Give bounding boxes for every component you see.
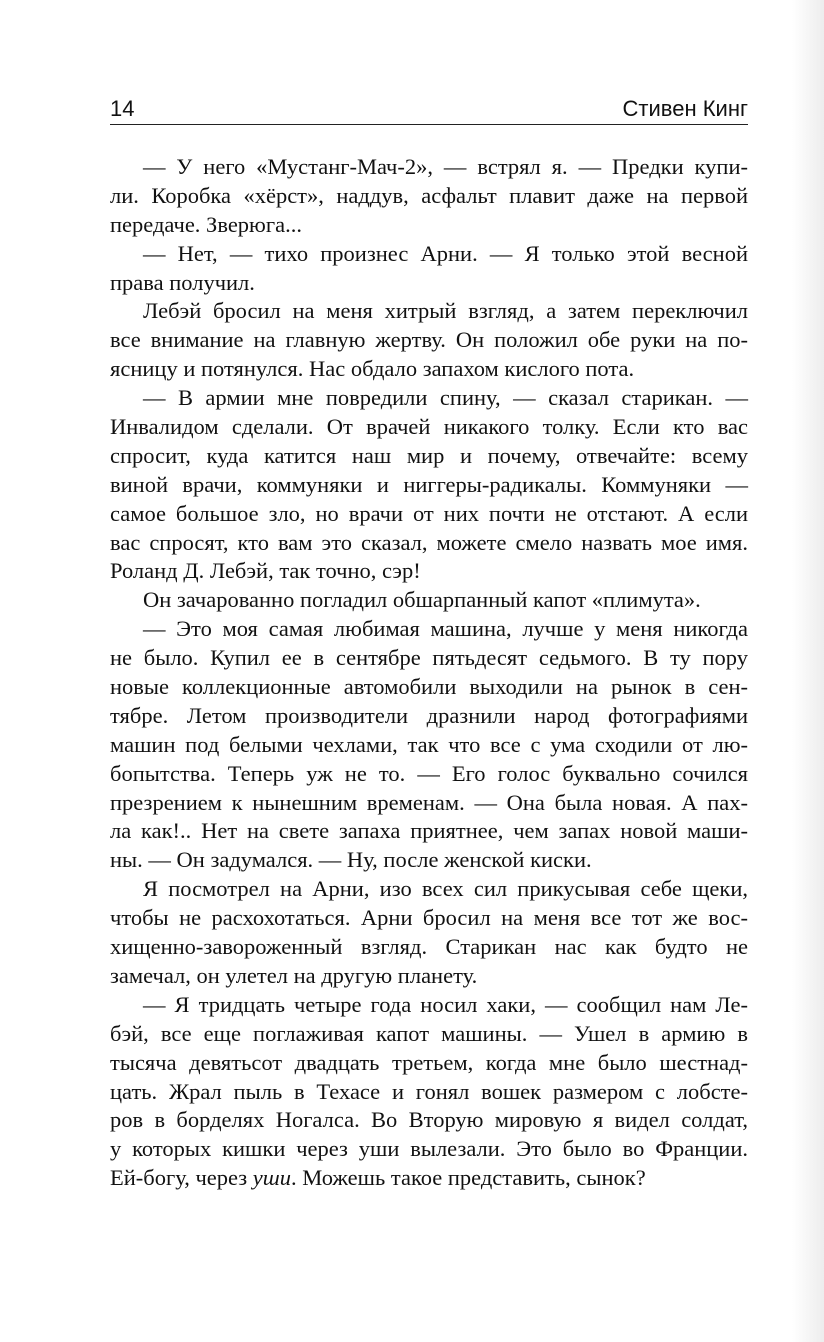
text-line: машин под белыми чехлами, так что все с ума сходили от лю- <box>110 731 748 757</box>
text-line: — У него «Мустанг-Мач-2», — встрял я. — Предки купи- <box>143 154 748 179</box>
text-line: — Нет, — тихо произнес Арни. — Я только этой весной <box>143 240 748 266</box>
text-line: Лебэй бросил на меня хитрый взгляд, а затем переключил <box>143 298 748 324</box>
running-header <box>110 92 748 122</box>
text-line: вас спросят, кто вам это сказал, можете смело назвать мое имя. <box>110 529 748 555</box>
text-line: ла как!.. Нет на свете запаха приятнее, чем запах новой маши- <box>110 818 748 844</box>
text-line: хищенно-завороженный взгляд. Старикан нас как будто не <box>110 934 748 960</box>
emphasis-word: уши <box>252 1165 292 1191</box>
text-line: — Это моя самая любимая машина, лучше у меня никогда <box>143 616 748 642</box>
text-line: ясницу и потянулся. Нас обдало запахом кислого пота. <box>110 356 635 382</box>
page-edge-shade <box>792 0 824 1342</box>
text-line: у которых кишки через уши вылезали. Это было во Франции. <box>110 1136 748 1162</box>
text-line: Я посмотрел на Арни, изо всех сил прикусывая себе щеки, <box>143 876 748 902</box>
header-rule <box>110 124 748 125</box>
text-line: — Я тридцать четыре года носил хаки, — сообщил нам Ле- <box>143 991 748 1017</box>
body-text <box>110 153 748 1193</box>
text-line: передаче. Зверюга... <box>110 211 302 237</box>
text-line: новые коллекционные автомобили выходили на рынок в сен- <box>110 674 748 700</box>
text-line: Инвалидом сделали. От врачей никакого толку. Если кто вас <box>110 414 748 440</box>
text-line: бопытства. Теперь уж не то. — Его голос буквально сочился <box>110 760 748 786</box>
text-line: самое большое зло, но врачи от них почти не отстают. А если <box>110 500 748 526</box>
text-line: ны. — Он задумался. — Ну, после женской киски. <box>110 847 592 873</box>
book-page <box>110 92 748 1193</box>
text-line: — В армии мне повредили спину, — сказал старикан. — <box>143 385 748 411</box>
text-line: все внимание на главную жертву. Он положил обе руки на по- <box>110 327 748 353</box>
text-line: тябре. Летом производители дразнили народ фотографиями <box>110 702 748 728</box>
text-line-final <box>110 1164 748 1193</box>
text-line: Он зачарованно погладил обшарпанный капот «плимута». <box>143 587 701 613</box>
text-line: виной врачи, коммуняки и ниггеры-радикалы. Коммуняки — <box>110 471 748 497</box>
page-number: 14 <box>110 96 135 121</box>
text-line: спросит, куда катится наш мир и почему, отвечайте: всему <box>110 442 748 468</box>
text-line: цать. Жрал пыль в Техасе и гонял вошек размером с лобсте- <box>110 1078 748 1104</box>
text-line: не было. Купил ее в сентябре пятьдесят седьмого. В ту пору <box>110 645 748 671</box>
text-line: ров в борделях Ногалса. Во Вторую мировую я видел солдат, <box>110 1107 748 1133</box>
text-line: тысяча девятьсот двадцать третьем, когда мне было шестнад- <box>110 1049 748 1075</box>
text-line: презрением к нынешним временам. — Она была новая. А пах- <box>110 789 748 815</box>
text-line: чтобы не расхохотаться. Арни бросил на меня все тот же вос- <box>110 905 748 931</box>
text-line: Роланд Д. Лебэй, так точно, сэр! <box>110 558 421 584</box>
final-line-end: . Можешь такое представить, сынок? <box>291 1165 646 1191</box>
text-line: ли. Коробка «хёрст», наддув, асфальт плавит даже на первой <box>110 182 748 208</box>
running-title: Стивен Кинг <box>622 96 748 121</box>
text-line: замечал, он улетел на другую планету. <box>110 962 478 988</box>
final-line-start: Ей-богу, через <box>110 1165 253 1191</box>
text-line: бэй, все еще поглаживая капот машины. — Ушел в армию в <box>110 1020 748 1046</box>
text-line: права получил. <box>110 269 255 295</box>
